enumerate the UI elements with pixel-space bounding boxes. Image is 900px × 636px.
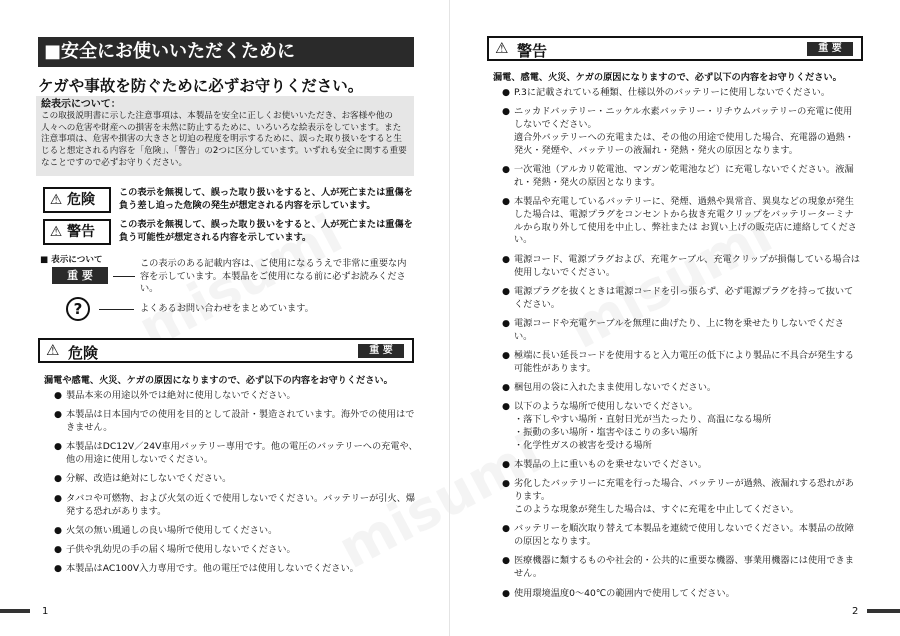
list-item-text: バッテリーを順次取り替えて本製品を連続で使用しないでください。本製品の故障の原因となります。 (514, 523, 854, 548)
list-item (54, 525, 420, 538)
question-icon: ? (66, 297, 90, 321)
list-item-text: 分解、改造は絶対にしないでください。 (66, 473, 232, 485)
list-item-text: P.3に記載されている種類、仕様以外のバッテリーに使用しないでください。 (514, 87, 831, 98)
section-intro: 漏電や感電、火災、ケガの原因になりますので、必ず以下の内容をお守りください。 (44, 375, 393, 386)
right-page (450, 0, 900, 636)
warning-list (502, 87, 860, 607)
list-item (54, 390, 420, 403)
warning-triangle-icon: ⚠ (495, 39, 509, 57)
list-item-text: 本製品はDC12V／24V車用バッテリー専用です。他の電圧のバッテリーへの充電や、他の用途に使用しないでください。 (66, 441, 418, 466)
footer-bar (0, 609, 30, 613)
warning-section-header (487, 36, 863, 61)
list-item-text: 本製品は日本国内での使用を目的として設計・製造されています。海外での使用はできません。 (66, 409, 415, 434)
danger-badge (43, 187, 111, 213)
bullet-icon: ● (502, 555, 511, 567)
bullet-icon: ● (54, 492, 63, 504)
list-item (502, 382, 860, 395)
danger-badge-label: 危険 (67, 192, 95, 208)
list-item-text: ・化学性ガスの被害を受ける場所 (514, 439, 652, 451)
page-number: 1 (42, 606, 49, 617)
page-number: 2 (852, 606, 859, 617)
info-heading: 絵表示について： (41, 99, 121, 110)
important-badge: 重 要 (807, 42, 853, 56)
bullet-icon: ● (502, 87, 511, 98)
bullet-icon: ● (54, 441, 63, 453)
list-item (54, 409, 420, 435)
bullet-icon: ● (502, 285, 511, 297)
bullet-icon: ● (502, 587, 511, 599)
section-intro: 漏電、感電、火災、ケガの原因になりますので、必ず以下の内容をお守りください。 (493, 72, 842, 83)
list-item-text: ・落下しやすい場所・直射日光が当たったり、高温になる場所 (514, 414, 772, 426)
list-item (54, 544, 420, 557)
important-badge: 重 要 (52, 267, 108, 284)
list-item (502, 588, 860, 601)
important-description: この表示のある記載内容は、ご使用になるうえで非常に重要な内容を示しています。本製品をご使用になる前に必ずお読みください。 (140, 258, 407, 294)
list-item (502, 459, 860, 472)
list-item-text: 極端に長い延長コードを使用すると入力電圧の低下により製品に不具合が発生する可能性があります。 (514, 350, 854, 374)
list-item-text: 製品本来の用途以外では絶対に使用しないでください。 (66, 390, 296, 401)
list-item-text: 梱包用の袋に入れたまま使用しないでください。 (514, 382, 717, 394)
section-title: 警告 (517, 42, 548, 60)
list-item (54, 441, 420, 467)
bullet-icon: ● (502, 382, 511, 394)
list-item-text: 使用環境温度0〜40℃の範囲内で使用してください。 (514, 587, 735, 599)
bullet-icon: ● (502, 253, 511, 265)
list-item-text: タバコや可燃物、および火気の近くで使用しないでください。バッテリーが引火、爆発する恐れがあります。 (66, 492, 416, 517)
list-item-text: 劣化したバッテリーに充電を行った場合、バッテリーが過熱、液漏れする恐れがあります。 (514, 478, 854, 503)
footer-bar (867, 609, 900, 613)
divider (113, 276, 135, 277)
warning-badge-label: 警告 (67, 224, 95, 240)
list-item-text: 本製品や充電しているバッテリーに、発煙、過熱や異常音、異臭などの現象が発生した場合は、電源プラグをコンセントから抜き充電クリップをバッテリーターミナルから取り外して使用を中止し、弊社または お買い上げの販売店に連絡してください。 (514, 196, 857, 246)
warning-triangle-icon: ⚠ (46, 341, 60, 359)
list-item (54, 563, 420, 576)
list-item-text: 電源コードや充電ケーブルを無理に曲げたり、上に物を乗せたりしないでください。 (514, 317, 844, 342)
list-item-text: 以下のような場所で使用しないでください。 (514, 401, 698, 413)
info-body: この取扱説明書に示した注意事項は、本製品を安全に正しくお使いいただき、お客様や他の人々への危害や財産への損害を未然に防止するために、いろいろな絵表示をしています。また注意事項は、危害や損害の大きさと切迫の程度を明示するために、誤った取り扱いをすると生じると想定される内容を「危険」、「警告」の2つに区分しています。いずれも安全に関する重要なことですので必ずお守りください。 (41, 111, 407, 168)
list-item-text: ニッカドバッテリー・ニッケル水素バッテリー・リチウムバッテリーの充電に使用しないでください。 (514, 106, 853, 131)
list-item (502, 164, 860, 190)
list-item-text: 適合外バッテリーへの充電または、その他の用途で使用した場合、充電器の過熱・発火・発煙や、バッテリーの液漏れ・発熱・発火の原因となります。 (514, 131, 854, 156)
bullet-icon: ● (54, 524, 63, 536)
list-item-text: このような現象が発生した場合は、すぐに充電を中止してください。 (514, 504, 799, 516)
list-item (502, 401, 860, 452)
bullet-icon: ● (502, 196, 511, 208)
list-item (502, 555, 860, 581)
list-item (502, 196, 860, 247)
bullet-icon: ● (502, 401, 511, 413)
list-item-text: 火気の無い風通しの良い場所で使用してください。 (66, 524, 278, 536)
list-item-text: 電源プラグを抜くときは電源コードを引っ張らず、必ず電源プラグを持って抜いてください。 (514, 285, 854, 310)
list-item (502, 523, 860, 549)
bullet-icon: ● (54, 409, 63, 421)
danger-list (54, 390, 420, 583)
list-item-text: 電源コード、電源プラグおよび、充電ケーブル、充電クリップが損傷している場合は使用しないでください。 (514, 253, 860, 278)
faq-description: よくあるお問い合わせをまとめています。 (140, 303, 314, 314)
important-badge: 重 要 (358, 344, 404, 358)
list-item (502, 350, 860, 376)
list-item (502, 286, 860, 312)
bullet-icon: ● (502, 523, 511, 535)
bullet-icon: ● (502, 163, 511, 175)
bullet-icon: ● (54, 473, 63, 485)
bullet-icon: ● (54, 390, 63, 401)
bullet-icon: ● (502, 478, 511, 490)
list-item-text: 一次電池（アルカリ乾電池、マンガン乾電池など）に充電しないでください。液漏れ・発熱・発火の原因となります。 (514, 163, 854, 188)
list-item-text: 医療機器に類するものや社会的・公共的に重要な機器、事業用機器には使用できません。 (514, 555, 854, 580)
list-item-text: 子供や乳幼児の手の届く場所で使用しないでください。 (66, 544, 296, 556)
bullet-icon: ● (502, 350, 511, 362)
list-item (54, 493, 420, 519)
list-item (502, 318, 860, 344)
list-item (54, 473, 420, 486)
bullet-icon: ● (54, 544, 63, 556)
bullet-icon: ● (54, 563, 63, 575)
warning-definition: この表示を無視して、誤った取り扱いをすると、人が死亡または重傷を負う可能性が想定される内容を示しています。 (119, 219, 413, 243)
danger-definition: この表示を無視して、誤った取り扱いをすると、人が死亡または重傷を負う差し迫った危険の発生が想定される内容を示しています。 (119, 187, 413, 211)
list-item (502, 87, 860, 100)
list-item (502, 478, 860, 516)
warning-badge (43, 219, 111, 245)
list-item (502, 254, 860, 280)
bullet-icon: ● (502, 459, 511, 471)
bullet-icon: ● (502, 106, 511, 118)
list-item-text: 本製品の上に重いものを乗せないでください。 (514, 459, 707, 471)
legend-label: ■ 表示について (40, 255, 103, 265)
symbol-info-box (36, 96, 414, 176)
page-title: ■安全にお使いいただくために (38, 37, 414, 67)
warning-triangle-icon: ⚠ (49, 192, 63, 208)
list-item (502, 106, 860, 157)
divider (99, 309, 134, 310)
subtitle: ケガや事故を防ぐために必ずお守りください。 (38, 77, 364, 95)
warning-triangle-icon: ⚠ (49, 224, 63, 240)
danger-section-header (38, 338, 414, 363)
list-item-text: ・振動の多い場所・塩害やほこりの多い場所 (514, 427, 698, 439)
section-title: 危険 (68, 344, 99, 362)
list-item-text: 本製品はAC100V入力専用です。他の電圧では使用しないでください。 (66, 563, 359, 575)
bullet-icon: ● (502, 317, 511, 329)
